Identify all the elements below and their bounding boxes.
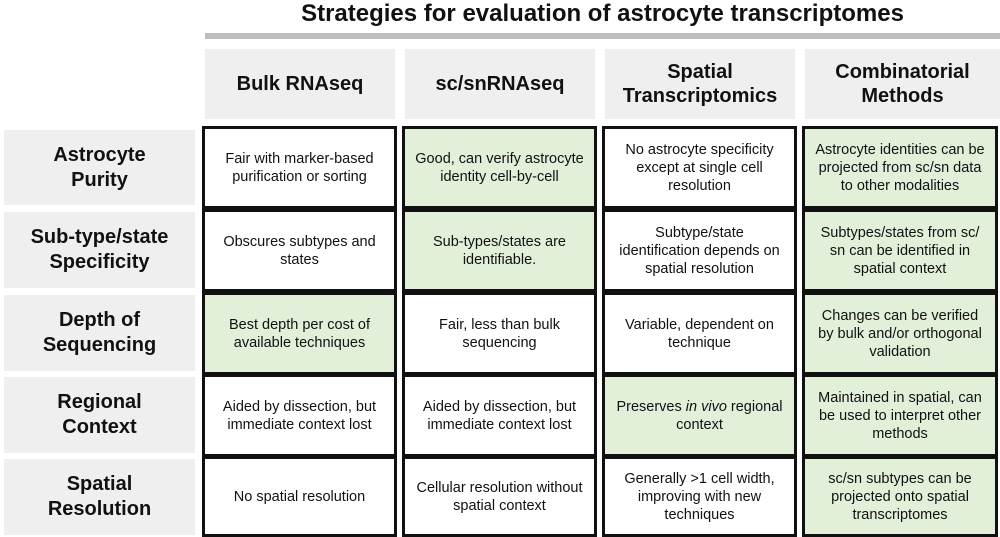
column-header-combinatorial-methods [805, 49, 1000, 119]
table-cell: Subtypes/states from sc/ sn can be identified in spatial context [802, 209, 998, 292]
row-header-label: Regional Context [57, 391, 142, 438]
table-cell: Maintained in spatial, can be used to interpret other methods [802, 374, 998, 457]
table-cell [602, 374, 797, 457]
table-cell: Aided by dissection, but immediate context lost [402, 374, 597, 457]
column-header-label: Spatial Transcriptomics [622, 61, 778, 107]
column-header-label: Combinatorial Methods [835, 61, 970, 107]
column-header-sc-snrnaseq: sc/snRNAseq [405, 49, 595, 119]
table-cell: No astrocyte specificity except at single cell resolution [602, 126, 797, 209]
figure-title: Strategies for evaluation of astrocyte transcriptomes [301, 0, 904, 27]
text-segment: regional context [676, 398, 783, 433]
row-header-label: Spatial Resolution [47, 473, 152, 520]
table-cell: Good, can verify astrocyte identity cell-by-cell [402, 126, 597, 209]
row-header-depth-of-sequencing [4, 295, 195, 371]
table-cell: Best depth per cost of available techniques [202, 292, 397, 375]
table-cell: Astrocyte identities can be projected from sc/sn data to other modalities [802, 126, 998, 209]
table-cell-text [613, 398, 786, 434]
table-cell: Aided by dissection, but immediate context lost [202, 374, 397, 457]
row-header-label: Astrocyte Purity [53, 143, 146, 191]
row-header-subtype-state-specificity [4, 212, 195, 288]
row-header-label: Sub-type/state Specificity [30, 226, 169, 273]
column-header-bulk-rnaseq: Bulk RNAseq [205, 49, 395, 119]
table-cell: Subtype/state identification depends on spatial resolution [602, 209, 797, 292]
row-header-label: Depth of Sequencing [42, 309, 157, 356]
table-cell: Fair with marker-based purification or sorting [202, 126, 397, 209]
title-underline [205, 33, 1000, 39]
table-cell: Generally >1 cell width, improving with new techniques [602, 456, 797, 537]
table-cell: No spatial resolution [202, 456, 397, 537]
table-cell: Changes can be verified by bulk and/or orthogonal validation [802, 292, 998, 375]
row-header-astrocyte-purity [4, 130, 195, 205]
italic-text-segment: in vivo [685, 398, 727, 415]
text-segment: Preserves [616, 398, 686, 415]
table-cell: Fair, less than bulk sequencing [402, 292, 597, 375]
table-cell: Obscures subtypes and states [202, 209, 397, 292]
column-header-spatial-transcriptomics [605, 49, 795, 119]
row-header-regional-context [4, 377, 195, 453]
table-cell: Cellular resolution without spatial context [402, 456, 597, 537]
table-cell: Sub-types/states are identifiable. [402, 209, 597, 292]
row-header-spatial-resolution [4, 459, 195, 535]
table-cell: Variable, dependent on technique [602, 292, 797, 375]
table-cell: sc/sn subtypes can be projected onto spatial transcriptomes [802, 456, 998, 537]
